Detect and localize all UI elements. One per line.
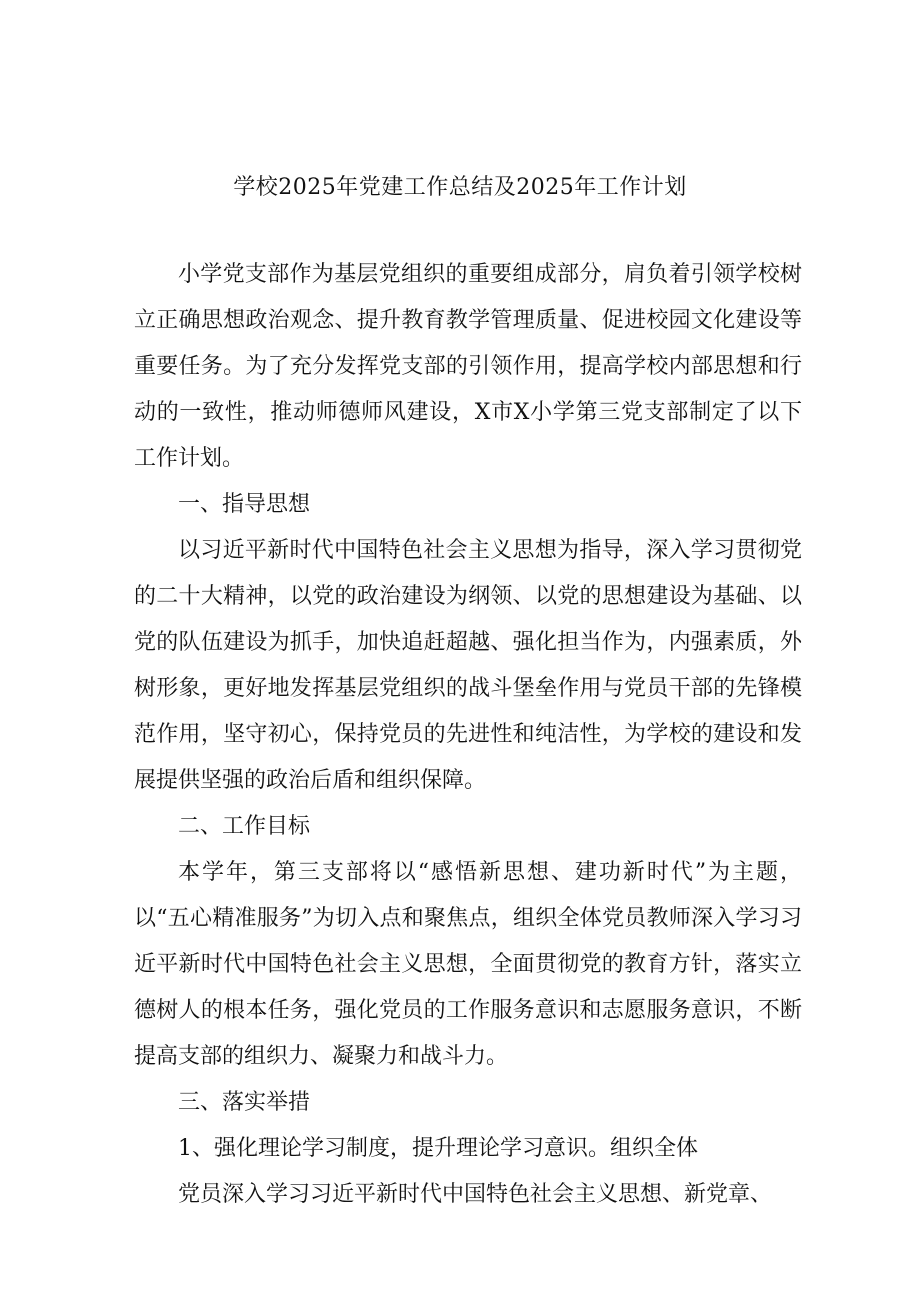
section-text-work-goals: 本学年，第三支部将以“感悟新思想、建功新时代”为主题，以“五心精准服务”为切入点和聚焦点，组织全体党员教师深入学习习近平新时代中国特色社会主义思想，全面贯彻党的教育方针，落实立德树人的根本任务，强化党员的工作服务意识和志愿服务意识，不断提高支部的组织力、凝聚力和战斗力。 [134,860,802,1069]
section-heading-work-goals: 二、工作目标 [178,814,311,839]
document-title: 学校2025年党建工作总结及2025年工作计划 [233,175,687,200]
measure-item-1-line: 1、强化理论学习制度，提升理论学习意识。组织全体 [178,1136,698,1161]
section-heading-guiding-thought: 一、指导思想 [178,492,311,517]
section-text-guiding-thought: 以习近平新时代中国特色社会主义思想为指导，深入学习贯彻党的二十大精神，以党的政治建设为纲领、以党的思想建设为基础、以党的队伍建设为抓手，加快追赶超越、强化担当作为，内强素质，外树形象，更好地发挥基层党组织的战斗堡垒作用与党员干部的先锋模范作用，坚守初心，保持党员的先进性和纯洁性，为学校的建设和发展提供坚强的政治后盾和组织保障。 [134,538,802,793]
measure-item-1-continuation: 党员深入学习习近平新时代中国特色社会主义思想、新党章、 [178,1182,773,1207]
section-heading-measures: 三、落实举措 [178,1090,311,1115]
intro-paragraph: 小学党支部作为基层党组织的重要组成部分，肩负着引领学校树立正确思想政治观念、提升教育教学管理质量、促进校园文化建设等重要任务。为了充分发挥党支部的引领作用，提高学校内部思想和行动的一致性，推动师德师风建设，X市X小学第三党支部制定了以下工作计划。 [134,262,802,471]
document-body [134,252,802,1218]
